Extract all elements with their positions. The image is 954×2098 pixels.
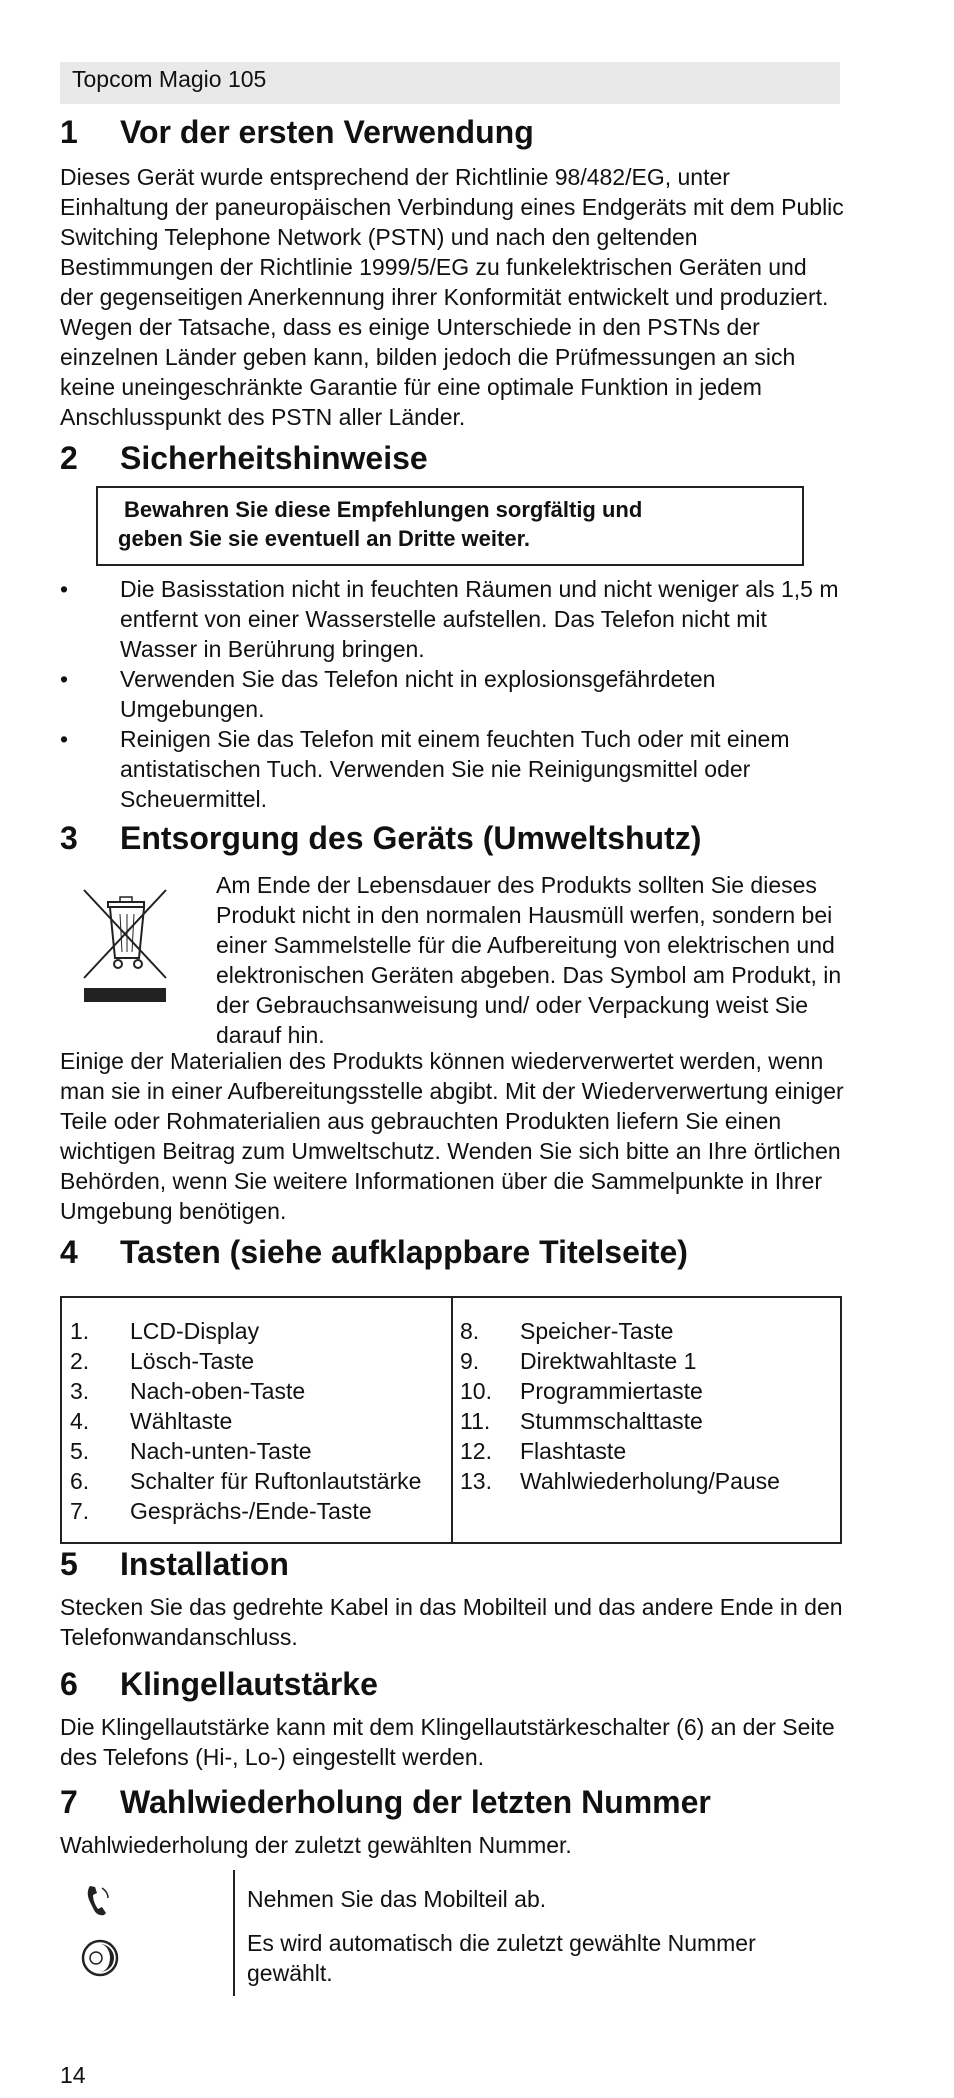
bullet: •	[60, 726, 69, 752]
key-number: 5.	[70, 1438, 90, 1464]
section-1-paragraph: Dieses Gerät wurde entsprechend der Richtlinie 98/482/EG, unter Einhaltung der paneuropäischen Verbindung eines Endgeräts mit dem Public Switching Telephone Network (PSTN) und nach den geltenden Bestimmungen der Richtlinie 1999/5/EG zu funkelektrischen Geräten und der gegenseitigen Anerkennung ihrer Konformität entwickelt und produziert. Wegen der Tatsache, dass es einige Unterschiede in den PSTNs der einzelnen Länder geben kann, bilden jedoch die Prüfmessungen an sich keine uneingeschränkte Garantie für eine optimale Funktion in jedem Anschlusspunkt des PSTN aller Länder.	[60, 164, 844, 430]
key-number: 1.	[70, 1318, 90, 1344]
section-number: 5	[60, 1546, 78, 1582]
bullet-text: Verwenden Sie das Telefon nicht in explosionsgefährdeten Umgebungen.	[120, 666, 716, 722]
key-label: Schalter für Ruftonlautstärke	[130, 1468, 422, 1494]
table-divider	[451, 1298, 453, 1542]
key-number: 2.	[70, 1348, 90, 1374]
table-row	[70, 1346, 450, 1376]
keys-table	[60, 1296, 842, 1544]
table-row	[70, 1436, 450, 1466]
bullet-text: Reinigen Sie das Telefon mit einem feuchten Tuch oder mit einem antistatischen Tuch. Verwenden Sie nie Reinigungsmittel oder Scheuermittel.	[120, 726, 790, 812]
section-title: Klingellautstärke	[120, 1666, 378, 1702]
section-title: Installation	[120, 1546, 289, 1582]
section-number: 6	[60, 1666, 78, 1702]
keys-column-right	[460, 1316, 840, 1496]
list-item	[60, 574, 850, 664]
key-number: 13.	[460, 1468, 492, 1494]
key-number: 11.	[460, 1408, 491, 1434]
key-label: Flashtaste	[520, 1438, 627, 1464]
table-row	[70, 1406, 450, 1436]
notice-line: Bewahren Sie diese Empfehlungen sorgfältig und	[124, 497, 643, 522]
key-label: Nach-unten-Taste	[130, 1438, 312, 1464]
redial-icon	[80, 1938, 120, 1978]
key-number: 3.	[70, 1378, 90, 1404]
section-6-paragraph: Die Klingellautstärke kann mit dem Klingellautstärkeschalter (6) an der Seite des Telefons (Hi-, Lo-) eingestellt werden.	[60, 1714, 835, 1770]
step-text: Es wird automatisch die zuletzt gewählte Nummer gewählt.	[247, 1930, 756, 1986]
table-row	[70, 1316, 450, 1346]
section-title: Entsorgung des Geräts (Umweltshutz)	[120, 820, 702, 856]
page-number: 14	[60, 2062, 86, 2088]
table-row	[460, 1406, 840, 1436]
key-label: Wahlwiederholung/Pause	[520, 1468, 780, 1494]
disposal-icon-text: Am Ende der Lebensdauer des Produkts sollten Sie dieses Produkt nicht in den normalen Hausmüll werfen, sondern bei einer Sammelstelle für die Aufbereitung von elektrischen und elektronischen Geräten abgeben. Das Symbol am Produkt, in der Gebrauchsanweisung und/ oder Verpackung weist Sie darauf hin.	[216, 872, 842, 1048]
key-number: 9.	[460, 1348, 480, 1374]
bullet: •	[60, 666, 69, 692]
section-title: Tasten (siehe aufklappbare Titelseite)	[120, 1234, 688, 1270]
key-label: Stummschalttaste	[520, 1408, 703, 1434]
steps-divider	[233, 1870, 235, 1996]
bullet: •	[60, 576, 69, 602]
section-3-paragraph: Einige der Materialien des Produkts können wiederverwertet werden, wenn man sie in einer Aufbereitungsstelle abgibt. Mit der Wiederverwertung einiger Teile oder Rohmaterialien aus gebrauchten Produkten liefern Sie einen wichtigen Beitrag zum Umweltschutz. Wenden Sie sich bitte an Ihre örtlichen Behörden, wenn Sie weitere Informationen über die Sammelpunkte in Ihrer Umgebung benötigen.	[60, 1048, 844, 1224]
section-title: Vor der ersten Verwendung	[120, 114, 534, 150]
key-label: LCD-Display	[130, 1318, 260, 1344]
table-row	[460, 1466, 840, 1496]
key-label: Lösch-Taste	[130, 1348, 255, 1374]
weee-crossed-bin-icon	[82, 888, 174, 1004]
section-title: Sicherheitshinweise	[120, 440, 428, 476]
section-number: 1	[60, 114, 78, 150]
section-number: 2	[60, 440, 78, 476]
key-label: Speicher-Taste	[520, 1318, 674, 1344]
key-label: Programmiertaste	[520, 1378, 703, 1404]
key-number: 4.	[70, 1408, 90, 1434]
redial-steps	[60, 1870, 850, 1996]
section-number: 3	[60, 820, 78, 856]
handset-icon	[82, 1884, 112, 1918]
key-number: 7.	[70, 1498, 90, 1524]
safety-bullet-list	[60, 574, 850, 814]
keys-column-left	[70, 1316, 450, 1526]
table-row	[70, 1496, 450, 1526]
page-header	[60, 62, 840, 104]
key-label: Wähltaste	[130, 1408, 233, 1434]
key-number: 12.	[460, 1438, 492, 1464]
key-number: 8.	[460, 1318, 480, 1344]
section-number: 7	[60, 1784, 78, 1820]
list-item	[60, 724, 850, 814]
section-title: Wahlwiederholung der letzten Nummer	[120, 1784, 711, 1820]
section-5-paragraph: Stecken Sie das gedrehte Kabel in das Mobilteil und das andere Ende in den Telefonwandanschluss.	[60, 1594, 843, 1650]
notice-line: geben Sie sie eventuell an Dritte weiter.	[118, 526, 531, 551]
key-label: Nach-oben-Taste	[130, 1378, 306, 1404]
key-label: Direktwahltaste 1	[520, 1348, 697, 1374]
list-item	[60, 664, 850, 724]
key-number: 10.	[460, 1378, 492, 1404]
table-row	[460, 1436, 840, 1466]
header-title: Topcom Magio 105	[72, 66, 267, 92]
section-number: 4	[60, 1234, 78, 1270]
table-row	[460, 1376, 840, 1406]
table-row	[460, 1316, 840, 1346]
bullet-text: Die Basisstation nicht in feuchten Räumen und nicht weniger als 1,5 m entfernt von einer Wasserstelle aufstellen. Das Telefon nicht mit Wasser in Berührung bringen.	[120, 576, 839, 662]
table-row	[70, 1376, 450, 1406]
section-7-paragraph: Wahlwiederholung der zuletzt gewählten Nummer.	[60, 1832, 572, 1858]
step-text: Nehmen Sie das Mobilteil ab.	[247, 1886, 547, 1912]
table-row	[70, 1466, 450, 1496]
table-row	[460, 1346, 840, 1376]
key-number: 6.	[70, 1468, 90, 1494]
safety-notice-box	[96, 486, 804, 566]
key-label: Gesprächs-/Ende-Taste	[130, 1498, 372, 1524]
